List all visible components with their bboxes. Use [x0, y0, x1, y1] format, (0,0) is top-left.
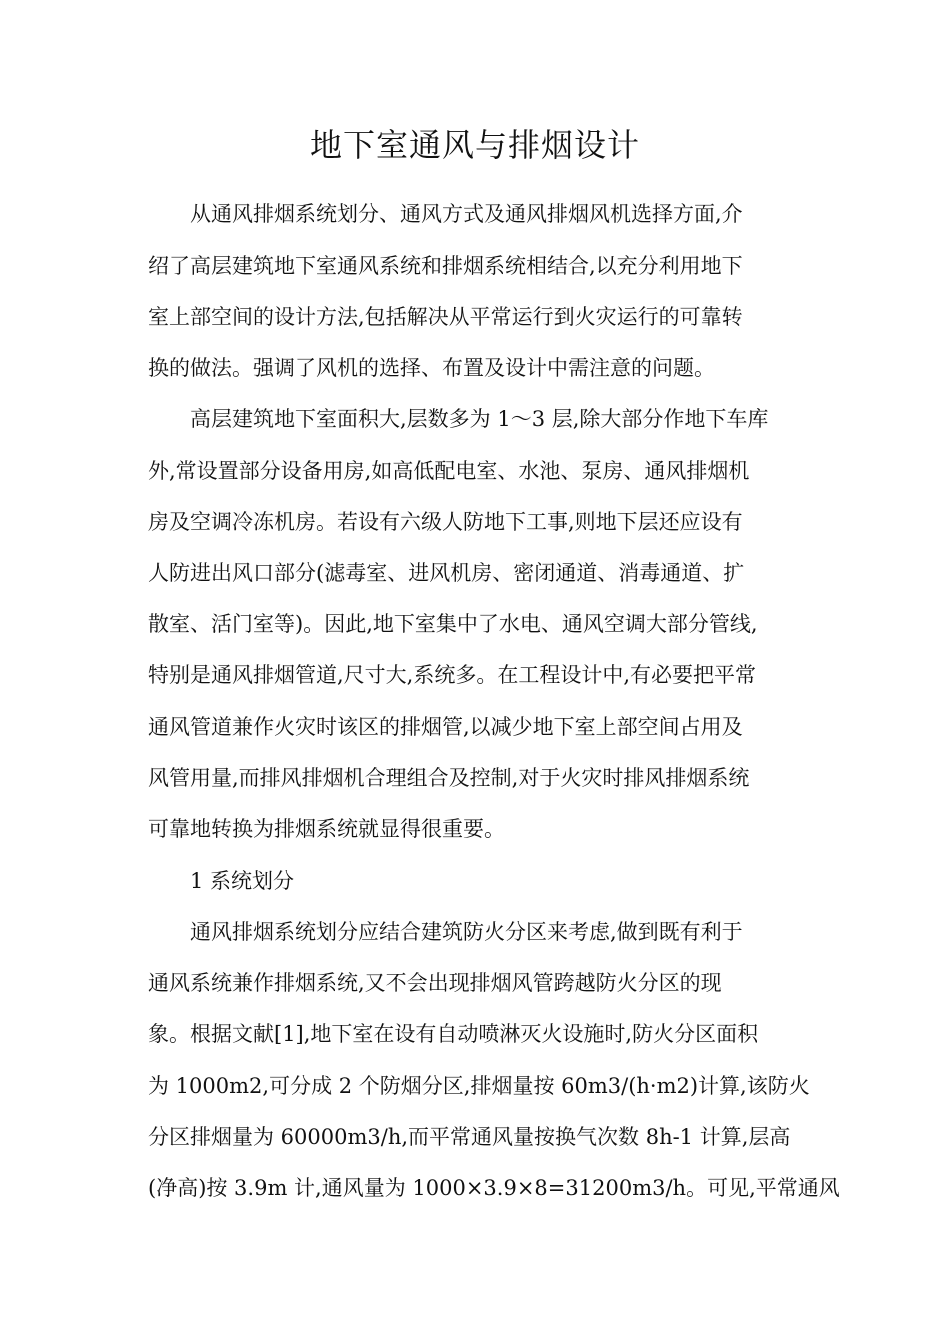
- text-line: 分区排烟量为 60000m3/h,而平常通风量按换气次数 8h-1 计算,层高: [148, 1125, 791, 1149]
- text-line: 高层建筑地下室面积大,层数多为 1～3 层,除大部分作地下车库: [148, 407, 769, 431]
- document-title: 地下室通风与排烟设计: [309, 126, 640, 164]
- text-line: 通风管道兼作火灾时该区的排烟管,以减少地下室上部空间占用及: [148, 715, 743, 739]
- text-line: 室上部空间的设计方法,包括解决从平常运行到火灾运行的可靠转: [148, 305, 743, 329]
- text-line: 风管用量,而排风排烟机合理组合及控制,对于火灾时排风排烟系统: [148, 766, 750, 790]
- section-heading: 1 系统划分: [148, 869, 295, 893]
- text-line: 从通风排烟系统划分、通风方式及通风排烟风机选择方面,介: [148, 202, 743, 226]
- text-line: 房及空调冷冻机房。若设有六级人防地下工事,则地下层还应设有: [148, 510, 743, 534]
- text-line: 人防进出风口部分(滤毒室、进风机房、密闭通道、消毒通道、扩: [148, 561, 745, 585]
- text-line: 象。根据文献[1],地下室在设有自动喷淋灭火设施时,防火分区面积: [148, 1022, 759, 1046]
- text-line: 换的做法。强调了风机的选择、布置及设计中需注意的问题。: [148, 356, 715, 380]
- text-line: 绍了高层建筑地下室通风系统和排烟系统相结合,以充分利用地下: [148, 254, 743, 278]
- text-line: 通风排烟系统划分应结合建筑防火分区来考虑,做到既有利于: [148, 920, 743, 944]
- text-line: (净高)按 3.9m 计,通风量为 1000×3.9×8=31200m3/h。可见,平常通风: [148, 1176, 840, 1200]
- text-line: 可靠地转换为排烟系统就显得很重要。: [148, 817, 505, 841]
- text-line: 通风系统兼作排烟系统,又不会出现排烟风管跨越防火分区的现: [148, 971, 722, 995]
- text-line: 特别是通风排烟管道,尺寸大,系统多。在工程设计中,有必要把平常: [148, 663, 757, 687]
- text-line: 外,常设置部分设备用房,如高低配电室、水池、泵房、通风排烟机: [148, 459, 750, 483]
- text-line: 散室、活门室等)。因此,地下室集中了水电、通风空调大部分管线,: [148, 612, 758, 636]
- text-line: 为 1000m2,可分成 2 个防烟分区,排烟量按 60m3/(h·m2)计算,该防火: [148, 1074, 810, 1098]
